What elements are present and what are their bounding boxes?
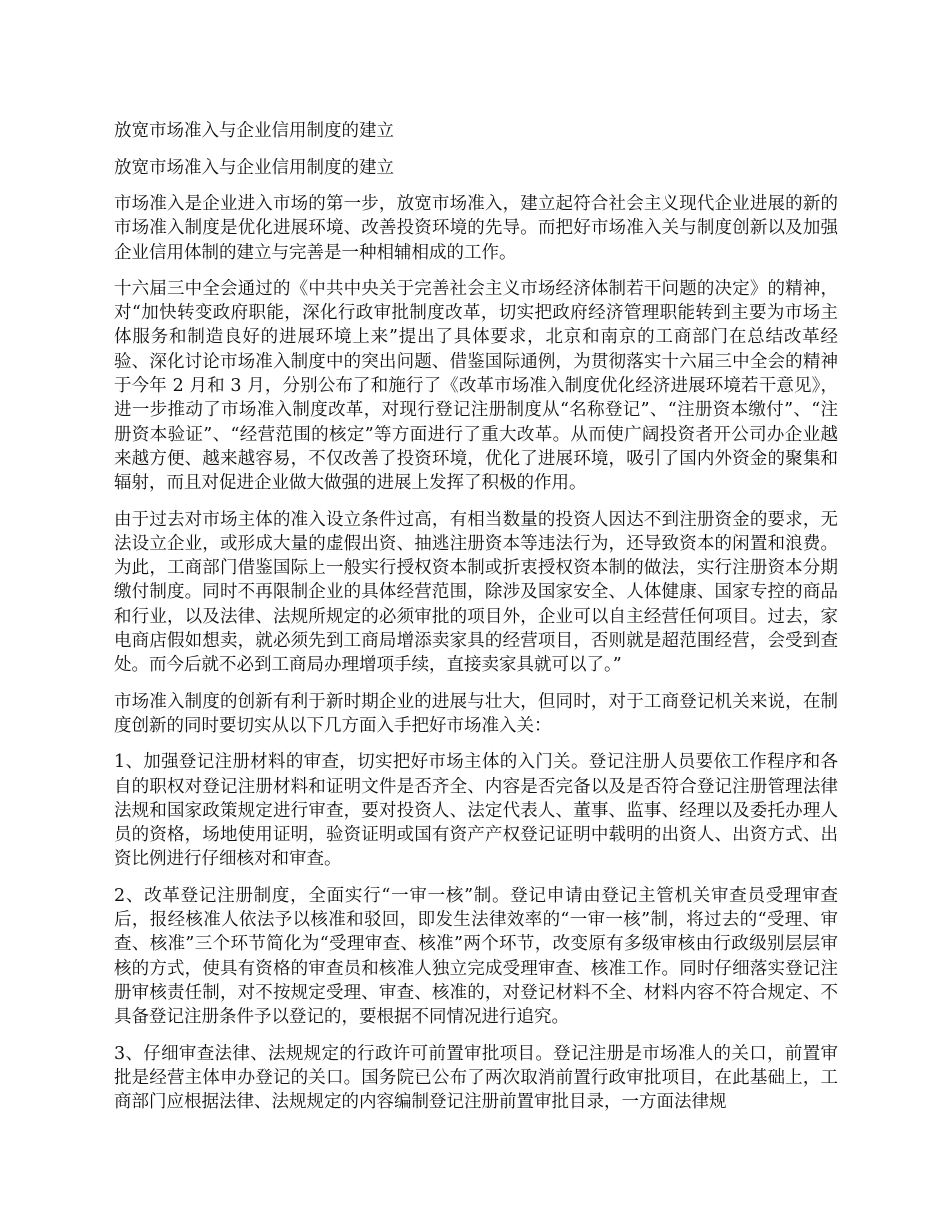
document-title: 放宽市场准入与企业信用制度的建立 xyxy=(114,121,394,141)
paragraph-intro: 市场准入是企业进入市场的第一步，放宽市场准入，建立起符合社会主义现代企业进展的新的市场准入制度是优化进展环境、改善投资环境的先导。而把好市场准入关与制度创新以及加强企业信用体制的建立与完善是一种相辅相成的工作。 xyxy=(114,194,838,263)
paragraph-item-2: 2、改革登记注册制度，全面实行“一审一核”制。登记申请由登记主管机关审查员受理审查后，报经核准人依法予以核准和驳回，即发生法律效率的“一审一核”制，将过去的“受理、审查、核准”三个环节简化为“受理审查、核准”两个环节，改变原有多级审核由行政级别层层审核的方式，使具有资格的审查员和核准人独立完成受理审查、核准工作。同时仔细落实登记注册审核责任制，对不按规定受理、审查、核准的，对登记材料不全、材料内容不符合规定、不具备登记注册条件予以登记的，要根据不同情况进行追究。 xyxy=(114,885,838,1028)
paragraph-item-1: 1、加强登记注册材料的审查，切实把好市场主体的入门关。登记注册人员要依工作程序和各自的职权对登记注册材料和证明文件是否齐全、内容是否完备以及是否符合登记注册管理法律法规和国家政策规定进行审查，要对投资人、法定代表人、董事、监事、经理以及委托办理人员的资格，场地使用证明，验资证明或国有资产产权登记证明中载明的出资人、出资方式、出资比例进行仔细核对和审查。 xyxy=(114,752,838,870)
paragraph-innovation: 市场准入制度的创新有利于新时期企业的进展与壮大，但同时，对于工商登记机关来说，在制度创新的同时要切实从以下几方面入手把好市场准入关： xyxy=(114,691,838,736)
paragraph-capital: 由于过去对市场主体的准入设立条件过高，有相当数量的投资人因达不到注册资金的要求，无法设立企业，或形成大量的虚假出资、抽逃注册资本等违法行为，还导致资本的闲置和浪费。为此，工商部门借鉴国际上一般实行授权资本制或折衷授权资本制的做法，实行注册资本分期缴付制度。同时不再限制企业的具体经营范围，除涉及国家安全、人体健康、国家专控的商品和行业，以及法律、法规所规定的必须审批的项目外，企业可以自主经营任何项目。过去，家电商店假如想卖，就必须先到工商局增添卖家具的经营项目，否则就是超范围经营，会受到查处。而今后就不必到工商局办理增项手续，直接卖家具就可以了。” xyxy=(114,509,838,676)
document-page xyxy=(114,118,838,1126)
paragraph-reform: 十六届三中全会通过的《中共中央关于完善社会主义市场经济体制若干问题的决定》的精神，对“加快转变政府职能，深化行政审批制度改革，切实把政府经济管理职能转到主要为市场主体服务和制造良好的进展环境上来”提出了具体要求，北京和南京的工商部门在总结改革经验、深化讨论市场准入制度中的突出问题、借鉴国际通例，为贯彻落实十六届三中全会的精神于今年 2 月和 3 月，分别公布了和施行了《改革市场准入制度优化经济进展环境若干意见》，进一步推动了市场准入制度改革，对现行登记注册制度从“名称登记”、“注册资本缴付”、“注册资本验证”、“经营范围的核定”等方面进行了重大改革。从而使广阔投资者开公司办企业越来越方便、越来越容易，不仅改善了投资环境，优化了进展环境，吸引了国内外资金的聚集和辐射，而且对促进企业做大做强的进展上发挥了积极的作用。 xyxy=(114,278,838,494)
document-subtitle: 放宽市场准入与企业信用制度的建立 xyxy=(114,158,394,178)
paragraph-item-3: 3、仔细审查法律、法规规定的行政许可前置审批项目。登记注册是市场准人的关口，前置审批是经营主体申办登记的关口。国务院已公布了两次取消前置行政审批项目，在此基础上，工商部门应根据法律、法规规定的内容编制登记注册前置审批目录，一方面法律规 xyxy=(114,1043,838,1113)
